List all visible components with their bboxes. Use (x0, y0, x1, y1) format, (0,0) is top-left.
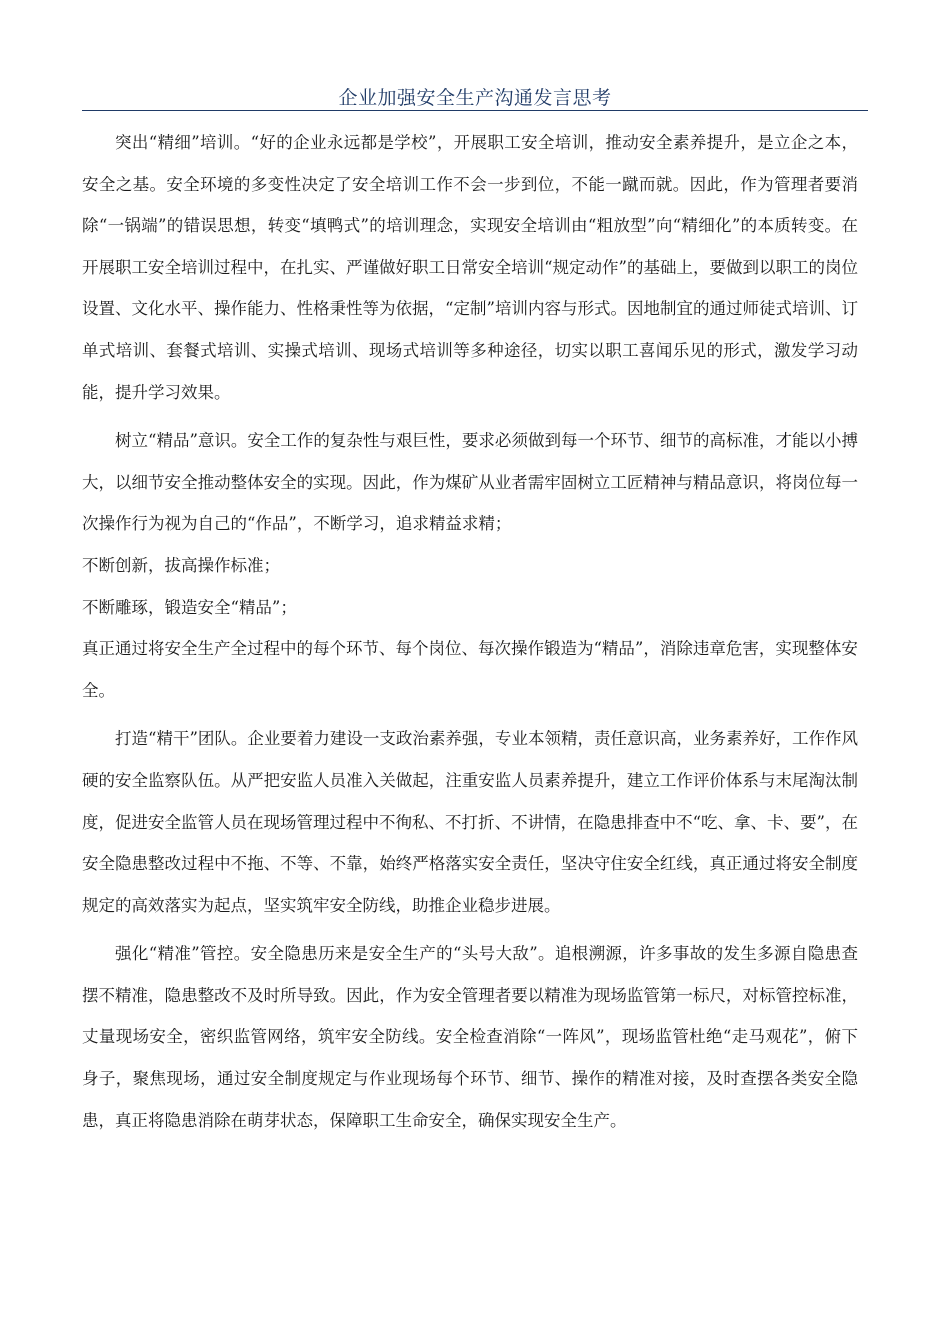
paragraph-precise-control: 强化“精准”管控。安全隐患历来是安全生产的“头号大敌”。追根溯源，许多事故的发生多源自隐患查摆不精准，隐患整改不及时所导致。因此，作为安全管理者要以精准为现场监管第一标尺，对标管控标准，丈量现场安全，密织监管网络，筑牢安全防线。安全检查消除“一阵风”，现场监管杜绝“走马观花”，俯下身子，聚焦现场，通过安全制度规定与作业现场每个环节、细节、操作的精准对接，及时查摆各类安全隐患，真正将隐患消除在萌芽状态，保障职工生命安全，确保实现安全生产。 (82, 944, 858, 1130)
paragraph-quality-line-polish: 不断雕琢，锻造安全“精品”； (82, 597, 297, 617)
paragraph-elite-team: 打造“精干”团队。企业要着力建设一支政治素养强，专业本领精，责任意识高，业务素养好，工作作风硬的安全监察队伍。从严把安监人员准入关做起，注重安监人员素养提升，建立工作评价体系与末尾淘汰制度，促进安全监管人员在现场管理过程中不徇私、不打折、不讲情，在隐患排查中不“吃、拿、卡、要”，在安全隐患整改过程中不拖、不等、不靠，始终严格落实安全责任，坚决守住安全红线，真正通过将安全制度规定的高效落实为起点，坚实筑牢安全防线，助推企业稳步进展。 (82, 729, 858, 915)
document-header (82, 80, 868, 111)
paragraph-quality-line-innovation: 不断创新，拔高操作标准； (82, 555, 280, 575)
paragraph-quality-awareness: 树立“精品”意识。安全工作的复杂性与艰巨性，要求必须做到每一个环节、细节的高标准，才能以小搏大，以细节安全推动整体安全的实现。因此，作为煤矿从业者需牢固树立工匠精神与精品意识，将岗位每一次操作行为视为自己的“作品”，不断学习，追求精益求精； (82, 431, 858, 534)
document-title: 企业加强安全生产沟通发言思考 (338, 87, 612, 109)
paragraph-refine-training: 突出“精细”培训。“好的企业永远都是学校”，开展职工安全培训，推动安全素养提升，是立企之本，安全之基。安全环境的多变性决定了安全培训工作不会一步到位，不能一蹴而就。因此，作为管理者要消除“一锅端”的错误思想，转变“填鸭式”的培训理念，实现安全培训由“粗放型”向“精细化”的本质转变。在开展职工安全培训过程中，在扎实、严谨做好职工日常安全培训“规定动作”的基础上，要做到以职工的岗位设置、文化水平、操作能力、性格秉性等为依据，“定制”培训内容与形式。因地制宜的通过师徒式培训、订单式培训、套餐式培训、实操式培训、现场式培训等多种途径，切实以职工喜闻乐见的形式，激发学习动能，提升学习效果。 (82, 133, 858, 402)
paragraph-quality-line-overall: 真正通过将安全生产全过程中的每个环节、每个岗位、每次操作锻造为“精品”，消除违章危害，实现整体安全。 (82, 639, 858, 700)
document-body (82, 122, 858, 1141)
